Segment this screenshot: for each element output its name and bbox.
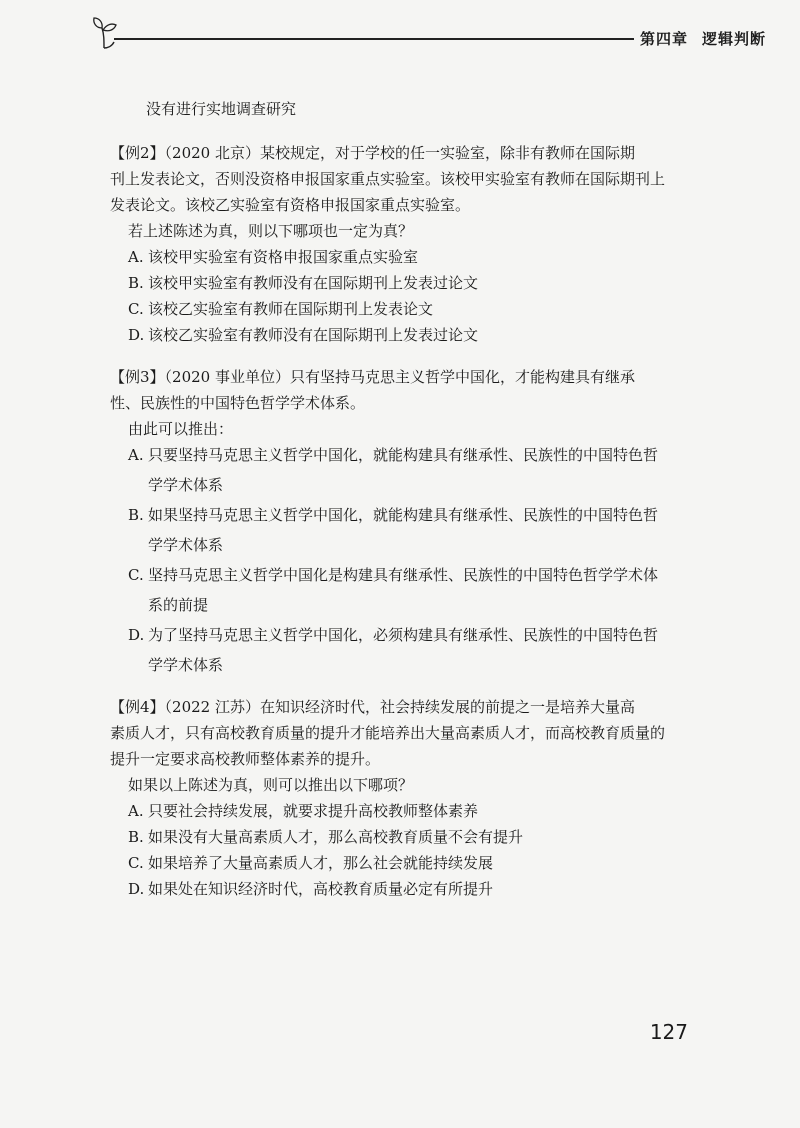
option-letter: B.: [128, 274, 144, 292]
option-line: 坚持马克思主义哲学中国化是构建具有继承性、民族性的中国特色哲学学术体: [148, 566, 659, 584]
option-text: [148, 322, 700, 348]
example-source: （2020 北京）: [164, 144, 260, 162]
option-text: [148, 244, 700, 270]
option-text: [148, 876, 700, 902]
continued-line: 没有进行实地调查研究: [146, 100, 297, 118]
example-source: （2020 事业单位）: [164, 368, 290, 386]
chapter-title: 逻辑判断: [702, 30, 767, 48]
answer-option: [110, 442, 700, 498]
chapter-heading: [640, 28, 766, 49]
page-number: 127: [649, 1020, 688, 1044]
answer-option: [110, 876, 700, 902]
example-stem-text: 在知识经济时代，社会持续发展的前提之一是培养大量高: [260, 698, 636, 716]
option-text: [148, 442, 700, 498]
option-text: [148, 270, 700, 296]
option-text: [148, 562, 700, 618]
answer-option: [110, 502, 700, 558]
example-stem-first-line: [110, 694, 700, 720]
answer-option: [110, 244, 700, 270]
example-stem-line: 刊上发表论文，否则没资格申报国家重点实验室。该校甲实验室有教师在国际期刊上: [110, 170, 666, 188]
option-text: [148, 622, 700, 678]
option-letter: A.: [128, 802, 144, 820]
option-letter: D.: [128, 880, 145, 898]
sprout-icon: [90, 14, 118, 50]
answer-option: [110, 322, 700, 348]
option-line: 只要社会持续发展，就要求提升高校教师整体素养: [148, 802, 479, 820]
option-text: [148, 798, 700, 824]
option-line: 如果处在知识经济时代，高校教育质量必定有所提升: [148, 880, 494, 898]
example-stem-first-line: [110, 364, 700, 390]
option-text: [148, 296, 700, 322]
option-letter: C.: [128, 854, 144, 872]
option-letter: C.: [128, 566, 144, 584]
option-line: 该校乙实验室有教师在国际期刊上发表论文: [148, 300, 434, 318]
option-line: 系的前提: [148, 596, 209, 614]
answer-option: [110, 798, 700, 824]
example-stem-text: 某校规定，对于学校的任一实验室，除非有教师在国际期: [260, 144, 636, 162]
option-line: 学学术体系: [148, 656, 224, 674]
option-line: 如果没有大量高素质人才，那么高校教育质量不会有提升: [148, 828, 524, 846]
option-line: 如果培养了大量高素质人才，那么社会就能持续发展: [148, 854, 494, 872]
example-label: 【例2】: [110, 144, 165, 162]
option-line: 该校甲实验室有资格申报国家重点实验室: [148, 248, 419, 266]
running-header: [90, 14, 767, 54]
option-line: 学学术体系: [148, 536, 224, 554]
example-stem-line: 素质人才，只有高校教育质量的提升才能培养出大量高素质人才，而高校教育质量的: [110, 724, 666, 742]
example-block: [110, 140, 700, 348]
answer-option: [110, 296, 700, 322]
example-stem-line: 性、民族性的中国特色哲学学术体系。: [110, 394, 366, 412]
example-label: 【例4】: [110, 698, 165, 716]
answer-option: [110, 270, 700, 296]
option-letter: B.: [128, 828, 144, 846]
option-text: [148, 824, 700, 850]
option-line: 该校乙实验室有教师没有在国际期刊上发表过论文: [148, 326, 479, 344]
option-letter: B.: [128, 506, 144, 524]
option-letter: D.: [128, 326, 145, 344]
option-letter: C.: [128, 300, 144, 318]
answer-option: [110, 622, 700, 678]
option-text: [148, 850, 700, 876]
example-stem-line: 提升一定要求高校教师整体素养的提升。: [110, 750, 381, 768]
example-block: [110, 364, 700, 678]
answer-option: [110, 562, 700, 618]
example-list: [110, 140, 700, 902]
option-text: [148, 502, 700, 558]
example-stem-first-line: [110, 140, 700, 166]
option-letter: D.: [128, 626, 145, 644]
question-prompt: 如果以上陈述为真，则可以推出以下哪项？: [128, 776, 414, 794]
option-letter: A.: [128, 446, 144, 464]
answer-option: [110, 824, 700, 850]
example-label: 【例3】: [110, 368, 165, 386]
option-line: 学学术体系: [148, 476, 224, 494]
main-text: [110, 96, 700, 902]
option-line: 只要坚持马克思主义哲学中国化，就能构建具有继承性、民族性的中国特色哲: [148, 446, 659, 464]
option-line: 为了坚持马克思主义哲学中国化，必须构建具有继承性、民族性的中国特色哲: [148, 626, 659, 644]
example-source: （2022 江苏）: [164, 698, 260, 716]
option-line: 如果坚持马克思主义哲学中国化，就能构建具有继承性、民族性的中国特色哲: [148, 506, 659, 524]
question-prompt: 若上述陈述为真，则以下哪项也一定为真？: [128, 222, 414, 240]
example-block: [110, 694, 700, 902]
answer-option: [110, 850, 700, 876]
option-line: 该校甲实验室有教师没有在国际期刊上发表过论文: [148, 274, 479, 292]
question-prompt: 由此可以推出：: [128, 420, 234, 438]
example-stem-line: 发表论文。该校乙实验室有资格申报国家重点实验室。: [110, 196, 471, 214]
option-letter: A.: [128, 248, 144, 266]
header-rule: [114, 38, 634, 40]
chapter-number: 第四章: [640, 30, 689, 48]
example-stem-text: 只有坚持马克思主义哲学中国化，才能构建具有继承: [290, 368, 636, 386]
